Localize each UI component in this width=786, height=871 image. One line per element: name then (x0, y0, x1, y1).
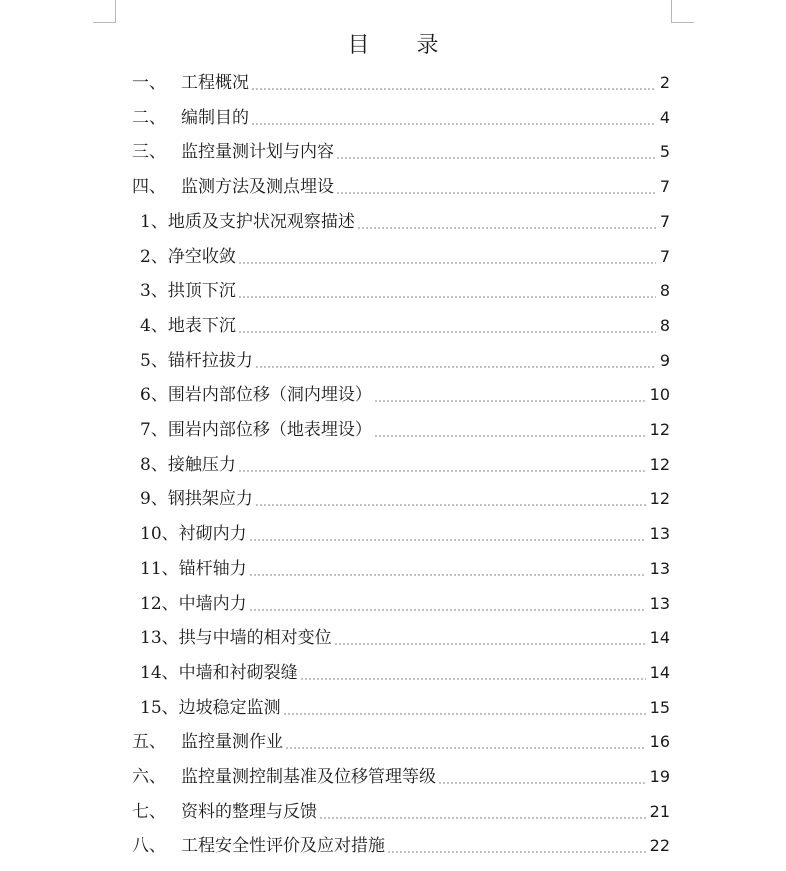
toc-entry-page: 16 (649, 732, 670, 752)
toc-entry-page: 21 (649, 801, 670, 821)
dot-leader (387, 851, 646, 853)
toc-entry-number: 14、 (140, 662, 179, 683)
toc-entry-title: 围岩内部位移（洞内埋设） (167, 385, 372, 406)
toc-entry-number: 六、 (132, 767, 166, 787)
toc-entry-title: 监控量测控制基准及位移管理等级 (181, 767, 436, 787)
toc-entry-page: 14 (649, 628, 670, 648)
toc-entry-number: 七、 (132, 801, 166, 822)
dot-leader (255, 366, 656, 368)
dot-leader (251, 123, 656, 125)
dot-leader (374, 435, 646, 437)
toc-entry[interactable] (140, 521, 670, 547)
toc-entry[interactable] (140, 591, 670, 617)
toc-entry-number: 3、 (140, 281, 168, 302)
dot-leader (336, 157, 656, 159)
toc-entry-number: 13、 (140, 628, 179, 649)
dot-leader (238, 470, 646, 472)
toc-entry-title: 编制目的 (181, 107, 249, 128)
toc-entry-title: 监控量测计划与内容 (181, 142, 334, 163)
toc-entry-page: 7 (659, 246, 670, 266)
dot-leader (374, 400, 646, 402)
toc-entry-title: 监控量测作业 (181, 732, 283, 753)
toc-entry-number: 12、 (140, 593, 179, 614)
toc-entry-title: 地质及支护状况观察描述 (167, 211, 355, 232)
toc-entry[interactable] (140, 625, 670, 651)
toc-entry-number: 9、 (140, 489, 168, 510)
toc-entry-number: 八、 (132, 836, 166, 857)
toc-entry-page: 13 (649, 524, 670, 544)
toc-entry-title: 拱顶下沉 (167, 281, 236, 302)
toc-entry-page: 22 (649, 836, 670, 856)
toc-entry-page: 12 (649, 489, 670, 509)
dot-leader (249, 574, 646, 576)
toc-entry-number: 1、 (140, 211, 168, 232)
toc-entry-number: 6、 (140, 385, 168, 406)
dot-leader (336, 192, 656, 194)
toc-entry[interactable] (140, 348, 670, 374)
toc-entry[interactable] (132, 833, 670, 859)
toc-entry[interactable] (140, 278, 670, 304)
toc-entry-page: 13 (649, 593, 670, 613)
toc-entry-number: 四、 (132, 177, 166, 198)
toc-entry[interactable] (132, 799, 670, 825)
toc-entry[interactable] (140, 660, 670, 686)
dot-leader (319, 817, 646, 819)
dot-leader (283, 713, 646, 715)
dot-leader (357, 227, 656, 229)
toc-entry-title: 围岩内部位移（地表埋设） (167, 420, 372, 440)
toc-entry-title: 净空收敛 (167, 246, 236, 267)
toc-entry-page: 8 (659, 315, 670, 335)
dot-leader (285, 747, 646, 749)
toc-entry-title: 锚杆拉拔力 (167, 350, 253, 371)
toc-entry-title: 中墙内力 (178, 593, 247, 614)
toc-entry-page: 5 (659, 142, 670, 162)
toc-entry-page: 2 (659, 73, 670, 92)
toc-entry-page: 12 (649, 454, 670, 474)
toc-entry[interactable] (140, 209, 670, 235)
toc-entry-title: 拱与中墙的相对变位 (178, 628, 332, 649)
crop-mark-top-right (671, 0, 694, 23)
toc-entry-title: 锚杆轴力 (178, 558, 247, 579)
toc-entry-page: 9 (659, 350, 670, 370)
toc-entry-page: 7 (659, 177, 670, 197)
toc-entry-page: 4 (659, 107, 670, 127)
toc-entry-page: 15 (649, 697, 670, 717)
toc-entry-title: 监测方法及测点埋设 (181, 177, 334, 198)
toc-entry-page: 7 (659, 211, 670, 231)
toc-title: 目 录 (347, 33, 459, 58)
dot-leader (334, 643, 646, 645)
toc-entry-number: 10、 (140, 524, 179, 545)
crop-mark-top-left (93, 0, 116, 23)
dot-leader (238, 296, 656, 298)
toc-entry[interactable] (140, 244, 670, 270)
toc-entry-number: 一、 (132, 73, 166, 93)
toc-entry-number: 5、 (140, 350, 168, 371)
toc-entry[interactable] (140, 486, 670, 512)
toc-entry-number: 2、 (140, 246, 168, 267)
toc-entry-number: 8、 (140, 454, 168, 475)
toc-entry[interactable] (132, 729, 670, 755)
toc-entry[interactable] (140, 556, 670, 582)
toc-entry[interactable] (132, 139, 670, 165)
toc-entry-page: 10 (649, 385, 670, 405)
dot-leader (238, 331, 656, 333)
toc-entry[interactable] (132, 174, 670, 200)
toc-entry-page: 8 (659, 281, 670, 301)
toc-entry[interactable] (140, 313, 670, 339)
toc-entry-number: 五、 (132, 732, 166, 753)
toc-entry-number: 二、 (132, 107, 166, 128)
toc-entry-page: 13 (649, 558, 670, 578)
dot-leader (249, 539, 646, 541)
toc-entry-title: 接触压力 (167, 454, 236, 475)
dot-leader (255, 504, 646, 506)
toc-entry-number: 三、 (132, 142, 166, 163)
toc-entry-title: 地表下沉 (167, 315, 236, 336)
toc-entry-title: 工程安全性评价及应对措施 (181, 836, 385, 857)
toc-entry-number: 15、 (140, 697, 179, 718)
toc-entry-page: 12 (649, 420, 670, 439)
dot-leader (238, 262, 656, 264)
dot-leader (251, 88, 656, 90)
dot-leader (438, 782, 646, 784)
toc-entry[interactable] (140, 452, 670, 478)
toc-entry-title: 钢拱架应力 (167, 489, 253, 510)
toc-entry-title: 中墙和衬砌裂缝 (178, 662, 298, 683)
toc-entry-number: 4、 (140, 315, 168, 336)
toc-entry[interactable] (140, 382, 670, 408)
dot-leader (249, 609, 646, 611)
toc-entry-number: 7、 (140, 420, 168, 440)
toc-entry[interactable] (132, 764, 670, 790)
toc-entry-number: 11、 (140, 558, 179, 579)
toc-entry[interactable] (140, 417, 670, 443)
toc-entry-page: 14 (649, 662, 670, 682)
toc-entry-title: 资料的整理与反馈 (181, 801, 317, 822)
toc-entry[interactable] (140, 695, 670, 721)
toc-entry[interactable] (132, 70, 670, 96)
toc-entry-page: 19 (649, 767, 670, 786)
toc-entry-title: 衬砌内力 (178, 524, 247, 545)
dot-leader (300, 678, 646, 680)
toc-entry-title: 工程概况 (181, 73, 249, 93)
toc-entry[interactable] (132, 105, 670, 131)
toc-entry-title: 边坡稳定监测 (178, 697, 281, 718)
